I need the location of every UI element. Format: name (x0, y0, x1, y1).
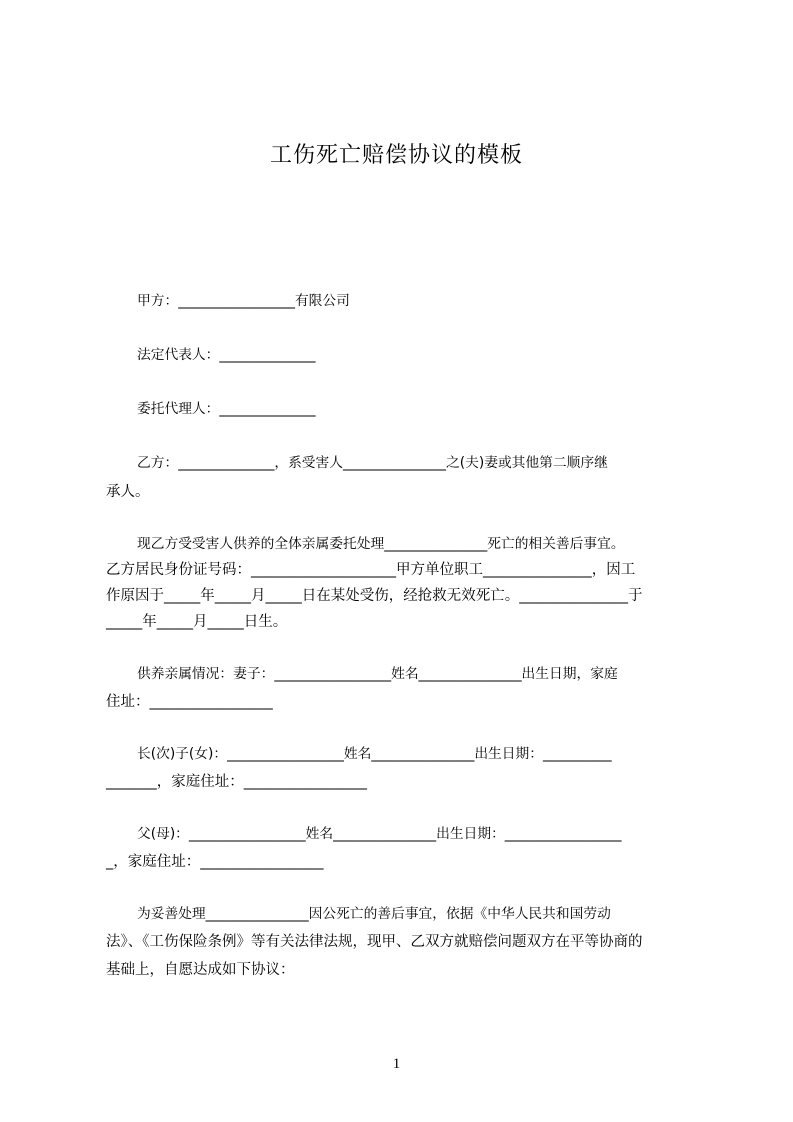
entrustment-paragraph-line: 作原因于_____年_____月_____日在某处受伤，经抢救无效死亡。_______________于 (106, 588, 643, 604)
dependents-parent-line-cont: _，家庭住址：_________________ (106, 854, 324, 870)
party-b-line-cont: 承人。 (106, 484, 150, 500)
legal-representative-line: 法定代表人：______________ (137, 347, 316, 363)
party-a-line: 甲方：_________________有限公司 (137, 293, 350, 309)
agreement-basis-line: 基础上，自愿达成如下协议： (106, 962, 295, 978)
dependents-spouse-line: 供养亲属情况：妻子：_________________姓名_______________出生日期，家庭 (137, 666, 618, 682)
document-title: 工伤死亡赔偿协议的模板 (269, 143, 523, 168)
agreement-basis-line: 为妥善处理_______________因公死亡的善后事宜，依据《中华人民共和国劳动 (137, 906, 611, 922)
agreement-basis-line: 法》、《工伤保险条例》等有关法律法规，现甲、乙双方就赔偿问题双方在平等协商的 (106, 934, 643, 950)
dependents-parent-line: 父(母)：_________________姓名_______________出生日期：_________________ (137, 826, 622, 842)
entrustment-paragraph-line: 现乙方受受害人供养的全体亲属委托处理_______________死亡的相关善后事宜。 (137, 536, 625, 552)
dependents-child-line-cont: _______，家庭住址：_________________ (106, 774, 367, 790)
dependents-child-line: 长(次)子(女)：_________________姓名_______________出生日期：__________ (137, 746, 612, 762)
page-number: 1 (392, 1056, 401, 1072)
authorized-agent-line: 委托代理人：______________ (137, 401, 316, 417)
entrustment-paragraph-line: 乙方居民身份证号码：____________________甲方单位职工_______________，因工 (106, 562, 636, 578)
entrustment-paragraph-line: _____年_____月_____日生。 (106, 614, 288, 630)
dependents-spouse-line-cont: 住址：_________________ (106, 694, 273, 710)
party-b-line: 乙方：______________，系受害人_______________之(夫)妻或其他第二顺序继 (137, 455, 608, 471)
